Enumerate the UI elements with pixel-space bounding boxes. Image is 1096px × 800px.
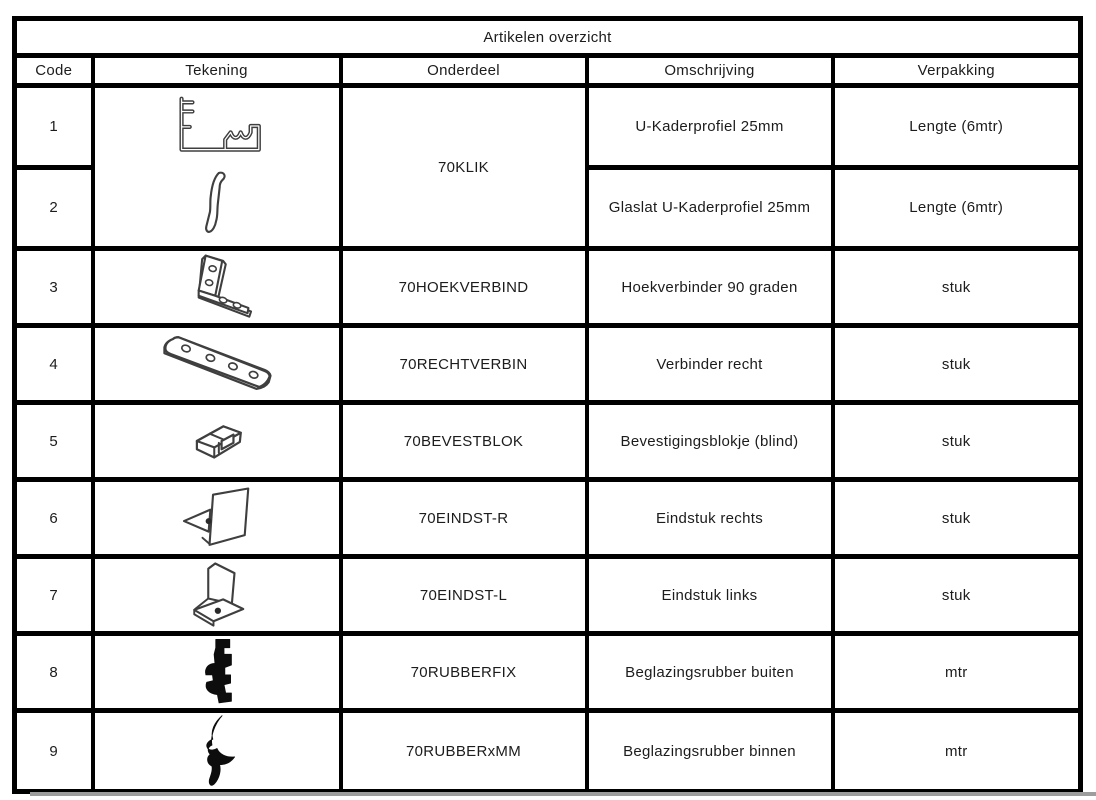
code-cell: 7 [15,557,93,634]
code-cell: 1 [15,86,93,168]
verpakking-cell: stuk [833,557,1081,634]
omschrijving-cell: Beglazingsrubber binnen [587,711,833,792]
verpakking-cell: Lengte (6mtr) [833,86,1081,168]
onderdeel-cell: 70BEVESTBLOK [341,403,587,480]
omschrijving-cell: U-Kaderprofiel 25mm [587,86,833,168]
table-row [15,403,1081,480]
onderdeel-cell: 70RECHTVERBIN [341,326,587,403]
table-row [15,249,1081,326]
verpakking-cell: mtr [833,711,1081,792]
table-row [15,634,1081,711]
column-header-tekening: Tekening [93,56,341,86]
column-header-omschrijving: Omschrijving [587,56,833,86]
column-header-verpakking: Verpakking [833,56,1081,86]
end-piece-left-drawing [180,560,254,630]
end-piece-right-drawing [173,485,261,551]
verpakking-cell: stuk [833,249,1081,326]
scan-artifact-line [30,792,1096,796]
articles-overview-table [12,16,1083,794]
code-cell: 2 [15,167,93,249]
code-cell: 4 [15,326,93,403]
onderdeel-cell: 70EINDST-L [341,557,587,634]
code-cell: 5 [15,403,93,480]
tekening-cell [93,403,341,480]
table-header-row [15,56,1081,86]
code-cell: 3 [15,249,93,326]
table-title: Artikelen overzicht [15,19,1081,56]
table-row [15,480,1081,557]
onderdeel-cell: 70EINDST-R [341,480,587,557]
omschrijving-cell: Eindstuk rechts [587,480,833,557]
omschrijving-cell: Glaslat U-Kaderprofiel 25mm [587,167,833,249]
glazing-rubber-inner-drawing [196,713,238,789]
column-header-code: Code [15,56,93,86]
omschrijving-cell: Hoekverbinder 90 graden [587,249,833,326]
tekening-cell [93,249,341,326]
table-row [15,86,1081,168]
tekening-cell [93,326,341,403]
glazing-rubber-outer-drawing [194,637,240,707]
code-cell: 8 [15,634,93,711]
table-title-row [15,19,1081,56]
tekening-cell [93,557,341,634]
omschrijving-cell: Verbinder recht [587,326,833,403]
tekening-cell [93,480,341,557]
verpakking-cell: Lengte (6mtr) [833,167,1081,249]
corner-bracket-drawing [169,252,265,322]
u-kaderprofiel-profile-drawing [167,93,267,159]
onderdeel-cell: 70HOEKVERBIND [341,249,587,326]
verpakking-cell: stuk [833,403,1081,480]
omschrijving-cell: Eindstuk links [587,557,833,634]
verpakking-cell: mtr [833,634,1081,711]
column-header-onderdeel: Onderdeel [341,56,587,86]
straight-connector-drawing [156,333,278,395]
onderdeel-cell: 70RUBBERxMM [341,711,587,792]
omschrijving-cell: Beglazingsrubber buiten [587,634,833,711]
verpakking-cell: stuk [833,480,1081,557]
table-row [15,711,1081,792]
glaslat-profile-drawing [201,169,233,241]
mounting-block-drawing [185,418,249,464]
onderdeel-cell: 70RUBBERFIX [341,634,587,711]
code-cell: 9 [15,711,93,792]
tekening-cell [93,634,341,711]
verpakking-cell: stuk [833,326,1081,403]
tekening-cell-merged [93,86,341,249]
omschrijving-cell: Bevestigingsblokje (blind) [587,403,833,480]
onderdeel-cell-merged: 70KLIK [341,86,587,249]
table-row [15,557,1081,634]
table-row [15,326,1081,403]
code-cell: 6 [15,480,93,557]
tekening-cell [93,711,341,792]
